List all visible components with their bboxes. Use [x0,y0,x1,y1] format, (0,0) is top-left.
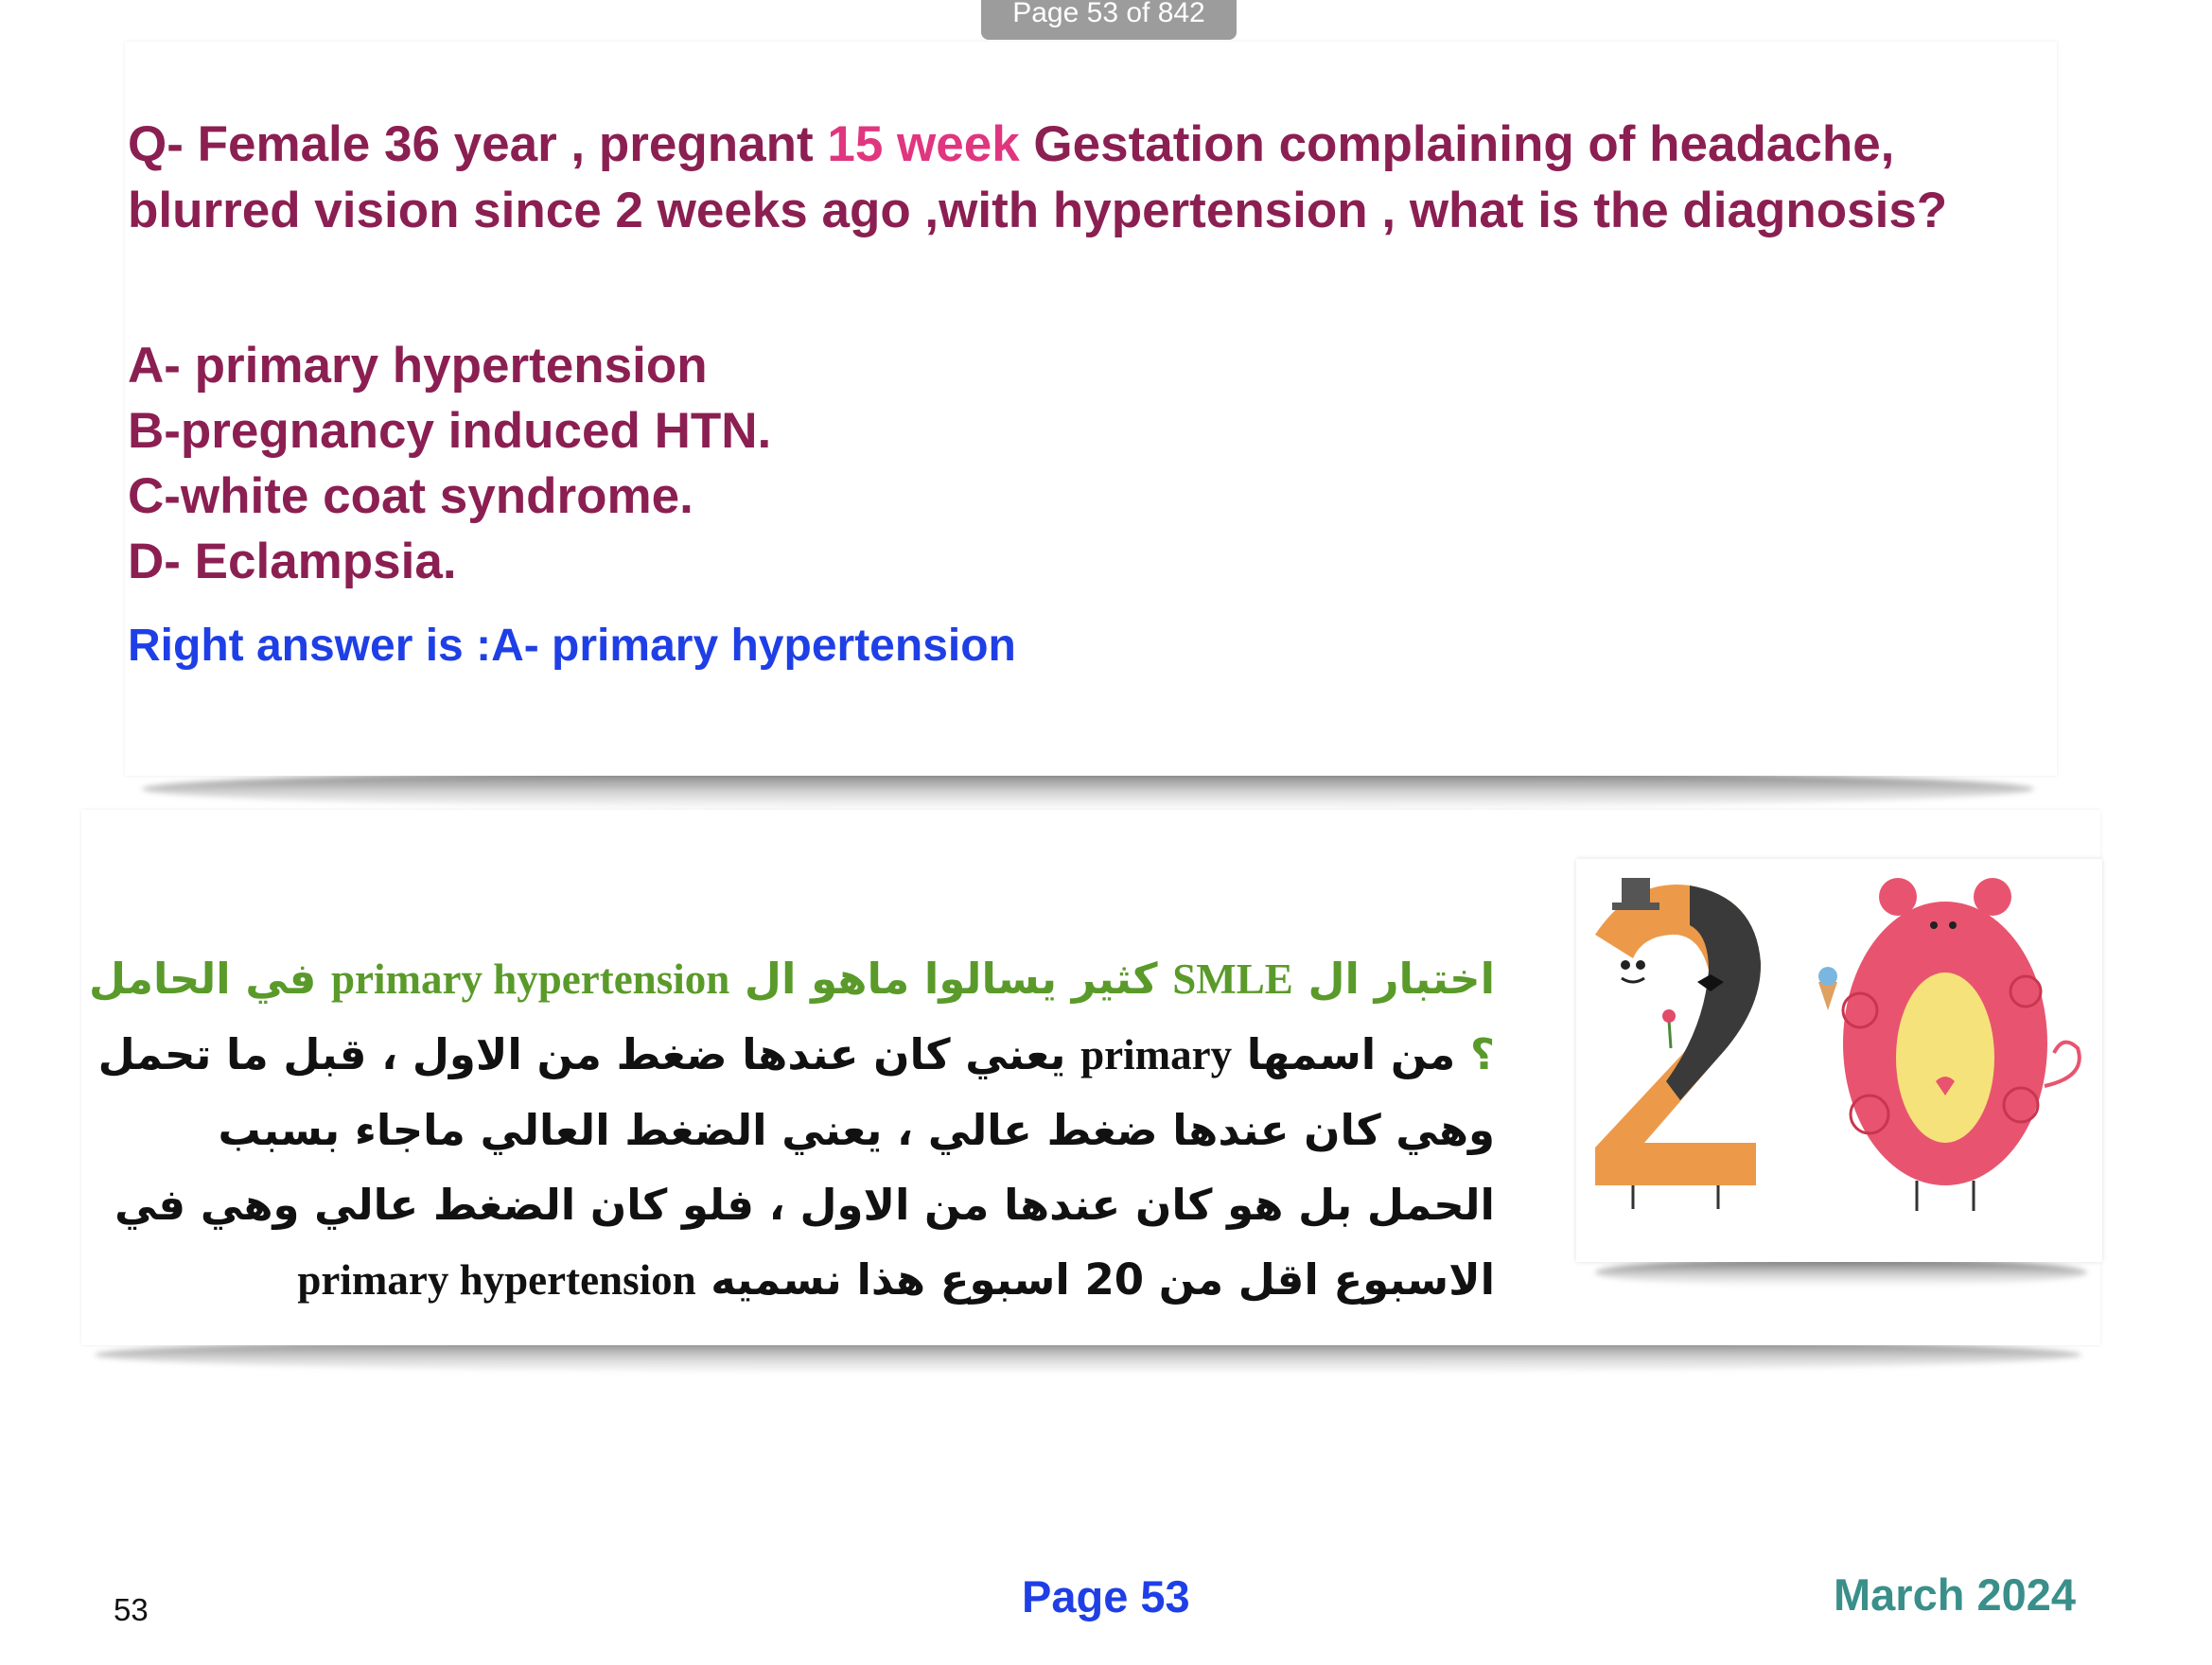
right-answer: Right answer is :A- primary hypertension [128,621,1016,671]
option-d: D- Eclampsia. [128,534,457,589]
explanation-black-b: primary [1080,1031,1233,1078]
explanation-black-d: primary hypertension [297,1256,696,1304]
illustration-card [1576,859,2102,1262]
footer-page-number: 53 [114,1592,149,1627]
option-a: A- primary hypertension [128,338,708,394]
explanation-text [85,941,1495,1318]
answer-options [128,333,771,594]
explanation-green-c: كثير يسالوا ماهو ال [729,954,1173,1004]
page-indicator: Page 53 of 842 [981,0,1237,40]
illustration-shadow [1595,1258,2087,1287]
number-20-cartoon-icon [1576,859,2102,1262]
explanation-green-b: SMLE [1172,955,1293,1003]
option-c: C-white coat syndrome. [128,468,693,524]
footer-page-label: Page 53 [1022,1571,1190,1621]
question-part2: Gestation complaining of headache, blurred vision since 2 weeks ago ,with hypertension , what is the diagnosis? [128,116,1948,238]
question-part1: Q- Female 36 year , pregnant [128,116,828,172]
explanation-black-a: من اسمها [1232,1029,1470,1079]
explanation-green-a: اختبار ال [1292,954,1495,1004]
explanation-black-c: يعني كان عندها ضغط من الاول ، قبل ما تحمل وهي كان عندها ضغط عالي ، يعني الضغط العالي ماجاء بسبب الحمل بل هو كان عندها من الاول ، فلو كان الضغط عالي وهي في الاسبوع اقل من 20 اسبوع هذا نسميه [97,1029,1495,1305]
option-b: B-pregnancy induced HTN. [128,403,772,459]
explanation-green-d: primary hypertension [331,955,730,1003]
footer-date: March 2024 [1834,1569,2077,1620]
explanation-green-e: في الحامل ؟ [89,954,1495,1079]
question-highlight: 15 week [827,116,1020,172]
question-text [128,112,2029,244]
